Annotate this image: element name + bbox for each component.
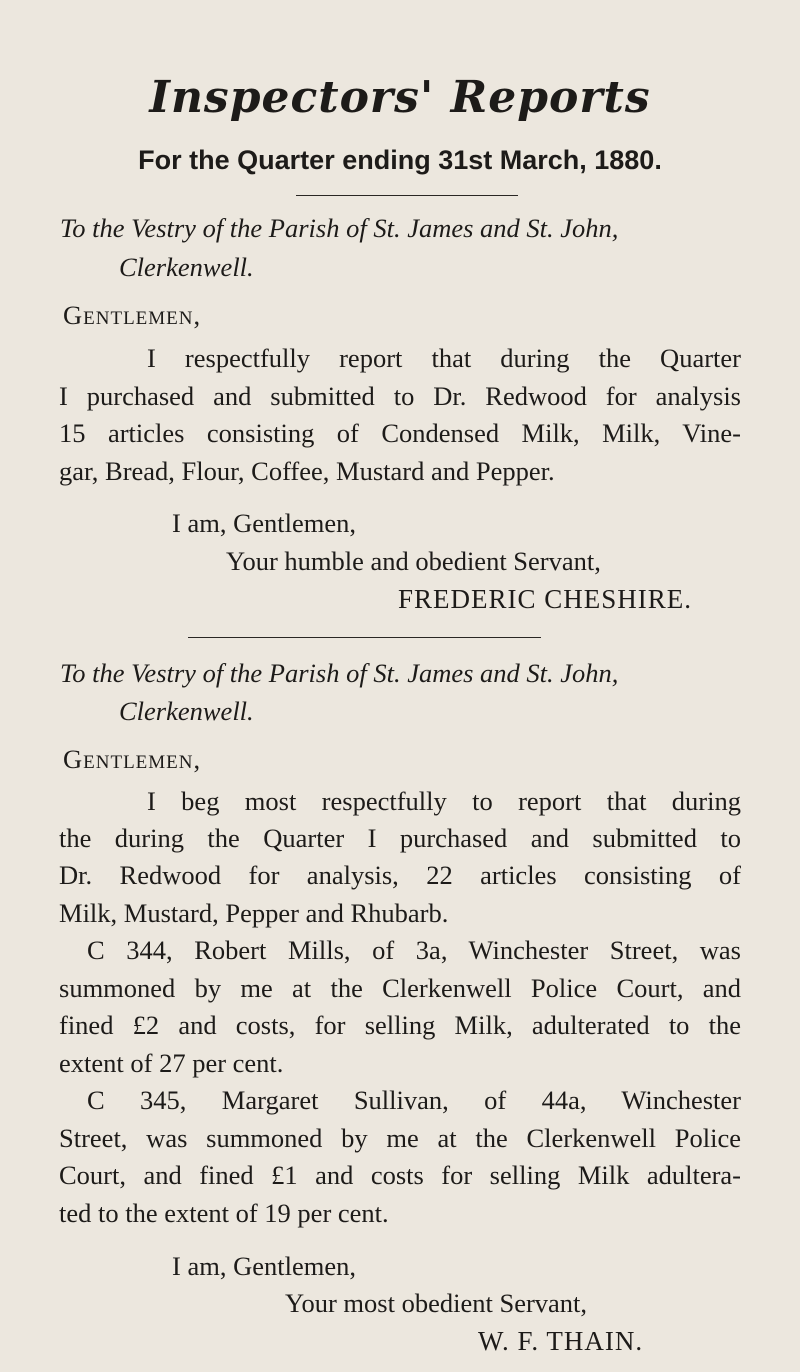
report1-closing1-text: I am, Gentlemen, bbox=[172, 508, 356, 538]
report2-address-line2: Clerkenwell. bbox=[119, 696, 254, 726]
report2-body-line: extent of 27 per cent. bbox=[59, 1048, 284, 1078]
report2-closing1-text: I am, Gentlemen, bbox=[172, 1251, 356, 1281]
report2-body-line: Court, and fined £1 and costs for selling Milk adultera- bbox=[59, 1160, 741, 1190]
divider-top bbox=[296, 195, 518, 196]
report1-body-line: I purchased and submitted to Dr. Redwood for analysis bbox=[59, 381, 741, 411]
report2-body-line: ted to the extent of 19 per cent. bbox=[59, 1198, 389, 1228]
page-title: Inspectors' Reports bbox=[149, 72, 651, 123]
page-subtitle: For the Quarter ending 31st March, 1880. bbox=[138, 145, 662, 175]
report1-address-line2: Clerkenwell. bbox=[119, 252, 254, 282]
report2-closing2: Your most obedient Servant, bbox=[285, 1288, 588, 1318]
report2-salutation: Gentlemen, bbox=[63, 744, 202, 774]
report2-body-line: the during the Quarter I purchased and submitted to bbox=[59, 823, 741, 853]
report1-address-line1: To the Vestry of the Parish of St. James and St. John, bbox=[60, 213, 619, 243]
report1-body-line: I respectfully report that during the Quarter bbox=[147, 343, 741, 373]
report2-body-line: summoned by me at the Clerkenwell Police Court, and bbox=[59, 973, 741, 1003]
report1-signature: FREDERIC CHESHIRE. bbox=[398, 584, 693, 614]
report2-body-line: Milk, Mustard, Pepper and Rhubarb. bbox=[59, 898, 449, 928]
report2-closing1 bbox=[172, 1253, 356, 1280]
report1-body-line: gar, Bread, Flour, Coffee, Mustard and Pepper. bbox=[59, 456, 555, 486]
report2-body-line: C 344, Robert Mills, of 3a, Winchester Street, was bbox=[87, 935, 741, 965]
report1-closing2: Your humble and obedient Servant, bbox=[226, 546, 601, 576]
divider-middle bbox=[188, 637, 541, 638]
report2-body-line: C 345, Margaret Sullivan, of 44a, Winchester bbox=[87, 1085, 741, 1115]
report1-salutation: Gentlemen, bbox=[63, 300, 202, 330]
report1-closing1 bbox=[172, 510, 356, 537]
report2-signature: W. F. THAIN. bbox=[478, 1326, 644, 1356]
report1-body-line: 15 articles consisting of Condensed Milk, Milk, Vine- bbox=[59, 418, 741, 448]
report2-body-line: Dr. Redwood for analysis, 22 articles consisting of bbox=[59, 860, 741, 890]
report2-address-line1: To the Vestry of the Parish of St. James and St. John, bbox=[60, 658, 619, 688]
report2-body-line: Street, was summoned by me at the Clerkenwell Police bbox=[59, 1123, 741, 1153]
report2-body-line: I beg most respectfully to report that during bbox=[147, 786, 741, 816]
report2-body-line: fined £2 and costs, for selling Milk, adulterated to the bbox=[59, 1010, 741, 1040]
